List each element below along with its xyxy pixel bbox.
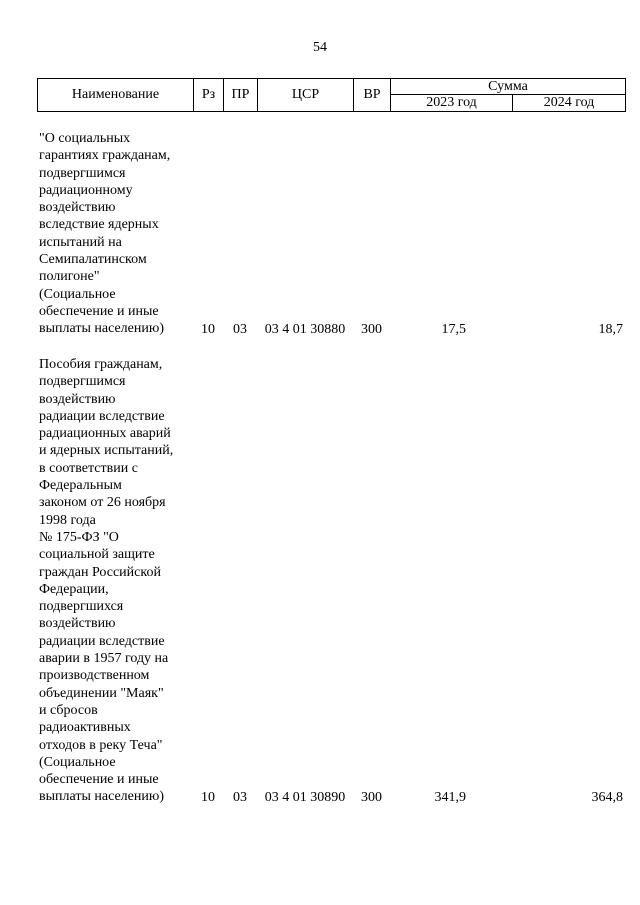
header-summa: Сумма <box>391 79 625 95</box>
row-rz: 10 <box>201 321 215 337</box>
table-header <box>37 78 626 112</box>
table-row <box>37 130 626 338</box>
row-csr: 03 4 01 30890 <box>264 789 346 805</box>
header-rz: Рз <box>194 79 224 111</box>
page-number: 54 <box>313 40 327 55</box>
table-row <box>37 356 626 806</box>
row-pr: 03 <box>233 321 247 337</box>
row-name: Пособия гражданам, подвергшимся воздействию радиации вследствие радиационных аварий и ядерных испытаний, в соответствии с Федеральным законом от 26 ноября 1998 года № 175-ФЗ "О социальной защите граждан Российской Федерации, подвергшихся воздействию радиации вследствие аварии в 1957 году на производственном объединении "Маяк" и сбросов радиоактивных отходов в реку Теча" (Социальное обеспечение и иные выплаты населению) <box>39 357 174 805</box>
row-csr: 03 4 01 30880 <box>264 321 346 337</box>
row-name: "О социальных гарантиях гражданам, подвергшимся радиационному воздействию вследствие ядерных испытаний на Семипалатинском полигоне" (Социальное обеспечение и иные выплаты населению) <box>39 131 171 337</box>
header-vr: ВР <box>354 79 391 111</box>
row-sum-2023: 341,9 <box>434 789 466 805</box>
row-rz: 10 <box>201 789 215 805</box>
row-pr: 03 <box>233 789 247 805</box>
row-vr: 300 <box>361 789 382 805</box>
header-year-2023: 2023 год <box>391 95 513 111</box>
header-pr: ПР <box>224 79 258 111</box>
row-vr: 300 <box>361 321 382 337</box>
header-year-2024: 2024 год <box>543 95 595 110</box>
header-name: Наименование <box>38 79 194 111</box>
row-sum-2024: 364,8 <box>591 789 623 805</box>
row-sum-2023: 17,5 <box>441 321 466 337</box>
header-csr: ЦСР <box>258 79 354 111</box>
row-sum-2024: 18,7 <box>598 321 623 337</box>
